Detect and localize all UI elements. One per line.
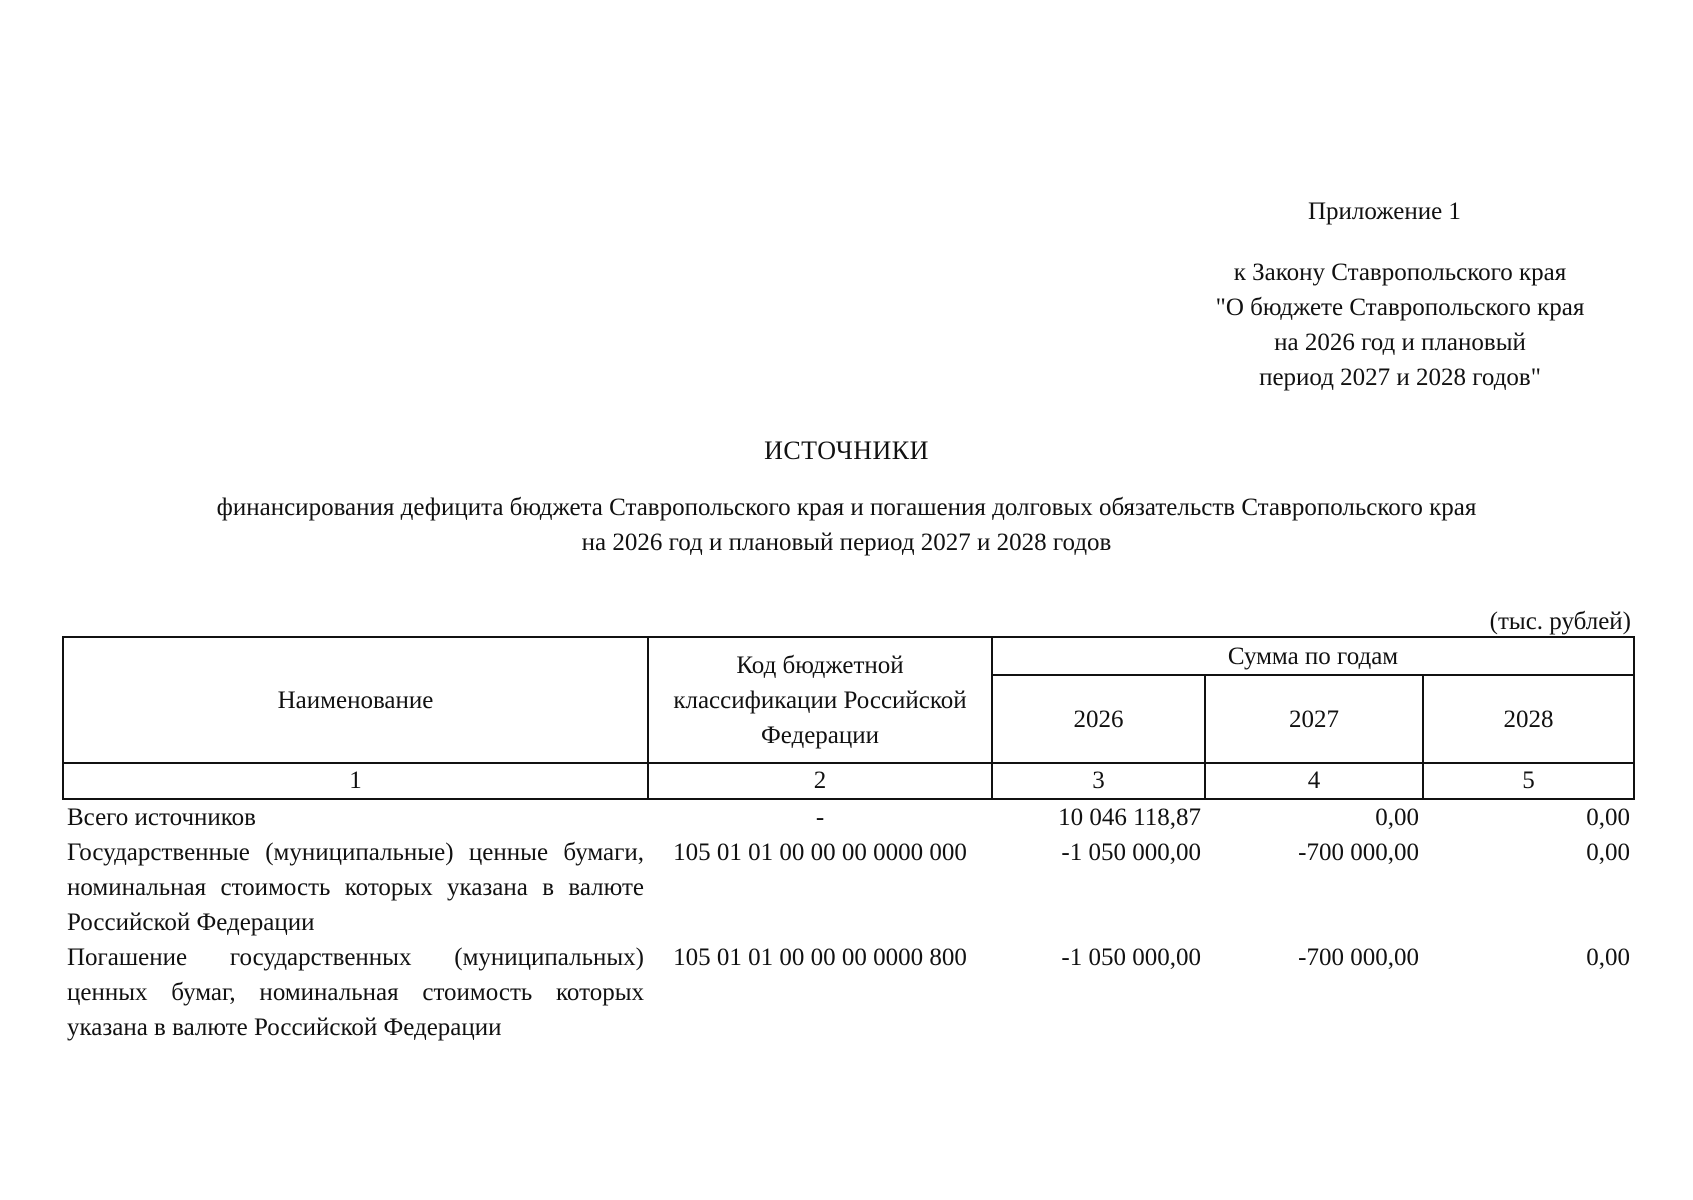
- units-label: (тыс. рублей): [1489, 608, 1631, 635]
- header-year-2028: 2028: [1423, 675, 1634, 763]
- column-number: 1: [63, 763, 648, 799]
- row-value-2026: 10 046 118,87: [1058, 804, 1201, 831]
- law-reference-line: период 2027 и 2028 годов": [1259, 364, 1541, 391]
- table-row: [63, 940, 1634, 1045]
- column-number: 2: [648, 763, 992, 799]
- row-name: Погашение государственных (муниципальных) ценных бумаг, номинальная стоимость которых указана в валюте Российской Федерации: [67, 944, 644, 1041]
- header-year-2027: 2027: [1205, 675, 1423, 763]
- row-value-2026: -1 050 000,00: [1061, 839, 1201, 866]
- row-value-2028: 0,00: [1586, 944, 1630, 971]
- subtitle-line-1: финансирования дефицита бюджета Ставропольского края и погашения долговых обязательств Ставропольского края: [216, 494, 1477, 521]
- row-code: 105 01 01 00 00 00 0000 000: [673, 839, 967, 866]
- law-reference: [1180, 255, 1620, 395]
- table-row: [63, 835, 1634, 940]
- header-code: Код бюджетной классификации Российской Федерации: [648, 637, 992, 763]
- row-value-2028: 0,00: [1586, 839, 1630, 866]
- appendix-label: Приложение 1: [1308, 198, 1461, 225]
- column-number: 4: [1205, 763, 1423, 799]
- row-value-2028: 0,00: [1586, 804, 1630, 831]
- law-reference-line: "О бюджете Ставропольского края: [1215, 294, 1585, 321]
- document-subtitle: [0, 490, 1693, 560]
- row-name: Государственные (муниципальные) ценные бумаги, номинальная стоимость которых указана в валюте Российской Федерации: [67, 839, 644, 936]
- subtitle-line-2: на 2026 год и плановый период 2027 и 2028 годов: [581, 529, 1112, 556]
- row-code: -: [815, 804, 825, 831]
- row-value-2027: 0,00: [1375, 804, 1419, 831]
- column-number: 3: [992, 763, 1205, 799]
- header-name: Наименование: [63, 637, 648, 763]
- table-header: [63, 637, 1634, 799]
- row-value-2027: -700 000,00: [1298, 944, 1419, 971]
- header-sum-by-years: Сумма по годам: [992, 637, 1634, 675]
- row-value-2027: -700 000,00: [1298, 839, 1419, 866]
- law-reference-line: на 2026 год и плановый: [1274, 329, 1526, 356]
- row-code: 105 01 01 00 00 00 0000 800: [673, 944, 967, 971]
- column-number: 5: [1423, 763, 1634, 799]
- table-body: [63, 799, 1634, 1045]
- table-row: [63, 799, 1634, 835]
- row-name: Всего источников: [67, 804, 256, 831]
- law-reference-line: к Закону Ставропольского края: [1233, 259, 1567, 286]
- document-title: ИСТОЧНИКИ: [764, 436, 929, 465]
- row-value-2026: -1 050 000,00: [1061, 944, 1201, 971]
- sources-table: [62, 636, 1635, 1045]
- header-year-2026: 2026: [992, 675, 1205, 763]
